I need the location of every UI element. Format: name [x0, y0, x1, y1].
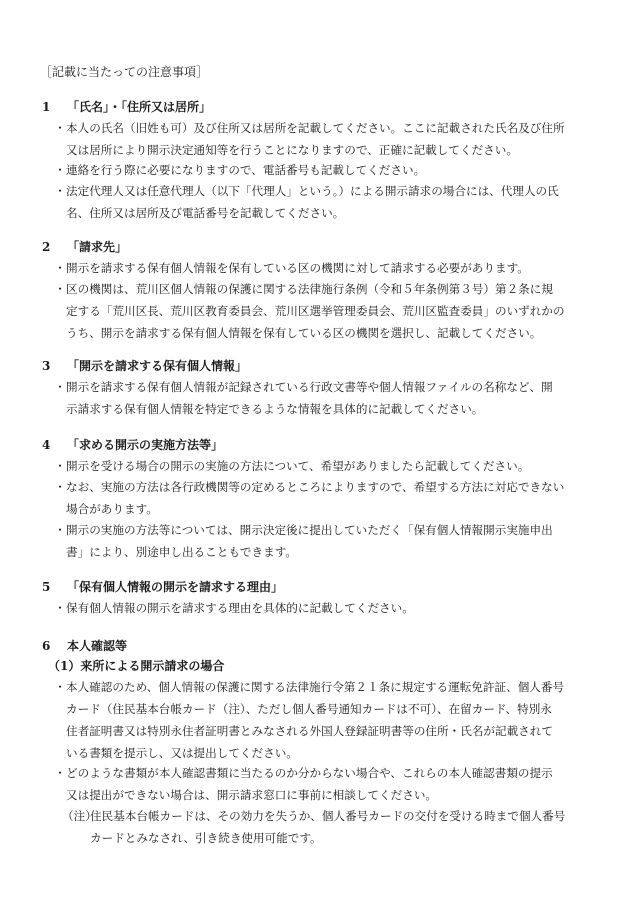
section-number: 3 [42, 359, 51, 373]
text-line: 開示を請求する保有個人情報が記録されている行政文書等や個人情報ファイルの名称など、開 [66, 380, 553, 394]
text-line: 定する「荒川区長、荒川区教育委員会、荒川区選挙管理委員会、荒川区監査委員」のいずれかの [66, 304, 565, 318]
text-line: なお、実施の方法は各行政機関等の定めるところによりますので、希望する方法に対応できない [66, 480, 565, 494]
section-3-heading [42, 357, 247, 375]
text-line: 又は居所により開示決定通知等を行うことになりますので、正確に記載してください。 [66, 143, 518, 157]
list-item [54, 597, 594, 619]
text-line: 開示を受ける場合の開示の実施の方法について、希望がありましたら記載してください。 [66, 459, 530, 473]
notes-intro-title: ［記載に当たっての注意事項］ [40, 65, 209, 79]
section-5-heading [42, 578, 283, 596]
bullet-mark: ・ [54, 282, 66, 296]
section-6-heading [42, 637, 127, 655]
section-number: 4 [42, 438, 51, 452]
bullet-mark: ・ [54, 261, 66, 275]
text-line: 又は提出ができない場合は、開示請求窓口に事前に相談してください。 [66, 788, 438, 802]
list-item [54, 476, 594, 520]
text-line: 法定代理人又は任意代理人（以下「代理人」という。）による開示請求の場合には、代理人の氏 [66, 184, 559, 198]
bullet-mark: ・ [54, 680, 66, 694]
text-line: 書」により、別途申し出ることもできます。 [66, 545, 297, 559]
list-item [54, 278, 594, 344]
text-line: 開示を請求する保有個人情報を保有している区の機関に対して請求する必要があります。 [66, 261, 529, 275]
section-title: 「保有個人情報の開示を請求する理由」 [67, 580, 284, 594]
bullet-mark: ・ [54, 601, 66, 615]
section-number: 5 [42, 580, 51, 594]
section-number: 6 [42, 639, 51, 653]
text-line: カード（住民基本台帳カード（注）、ただし個人番号通知カードは不可）、在留カード、特別永 [66, 702, 552, 716]
text-line: カードとみなされ、引き続き使用可能です。 [90, 831, 322, 845]
bullet-mark: ・ [54, 766, 66, 780]
text-line: 示請求する保有個人情報を特定できるような情報を具体的に記載してください。 [66, 402, 484, 416]
list-item [54, 159, 594, 181]
text-line: 本人の氏名（旧姓も可）及び住所又は居所を記載してください。ここに記載された氏名及び住所 [66, 121, 565, 135]
bullet-mark: ・ [54, 184, 66, 198]
list-item [54, 455, 594, 477]
section-4-heading [42, 436, 223, 454]
section-2-heading [42, 238, 127, 256]
list-item [54, 519, 594, 563]
text-line: どのような書類が本人確認書類に当たるのか分からない場合や、これらの本人確認書類の提示 [66, 766, 553, 780]
text-line: 本人確認のため、個人情報の保護に関する法律施行令第２１条に規定する運転免許証、個人番号 [66, 680, 565, 694]
note-mark: （注） [62, 809, 97, 823]
text-line: 名、住所又は居所及び電話番号を記載してください。 [66, 206, 345, 220]
section-1-heading [42, 98, 211, 116]
text-line: 区の機関は、荒川区個人情報の保護に関する法律施行条例（令和５年条例第３号）第２条に規 [66, 282, 553, 296]
list-item [54, 676, 594, 764]
section-title: 本人確認等 [67, 639, 128, 653]
bullet-mark: ・ [54, 459, 66, 473]
section-title: 「求める開示の実施方法等」 [67, 438, 224, 452]
section-number: 2 [42, 240, 51, 254]
list-item [54, 376, 594, 420]
section-title: 「請求先」 [67, 240, 128, 254]
list-item [54, 180, 594, 224]
text-line: いる書類を提示し、又は提出してください。 [66, 746, 298, 760]
text-line: 連絡を行う際に必要になりますので、電話番号も記載してください。 [66, 163, 426, 177]
text-line: 住民基本台帳カードは、その効力を失うか、個人番号カードの交付を受ける時まで個人番号 [90, 809, 566, 823]
bullet-mark: ・ [54, 121, 66, 135]
list-item [54, 762, 594, 806]
section-number: 1 [42, 100, 51, 114]
bullet-mark: ・ [54, 480, 66, 494]
subsection-heading: （1）来所による開示請求の場合 [48, 659, 225, 673]
section-title: 「氏名」・「住所又は居所」 [67, 100, 212, 114]
bullet-mark: ・ [54, 523, 66, 537]
text-line: 保有個人情報の開示を請求する理由を具体的に記載してください。 [66, 601, 414, 615]
text-line: 場合があります。 [66, 502, 158, 516]
bullet-mark: ・ [54, 380, 66, 394]
text-line: うち、開示を請求する保有個人情報を保有している区の機関を選択し、記載してください。 [66, 326, 542, 340]
bullet-mark: ・ [54, 163, 66, 177]
section-title: 「開示を請求する保有個人情報」 [67, 359, 248, 373]
text-line: 開示の実施の方法等については、開示決定後に提出していただく「保有個人情報開示実施申出 [66, 523, 553, 537]
text-line: 住者証明書又は特別永住者証明書とみなされる外国人登録証明書等の住所・氏名が記載されて [66, 724, 553, 738]
list-item [54, 117, 594, 161]
footnote [62, 805, 602, 849]
list-item [54, 257, 594, 279]
